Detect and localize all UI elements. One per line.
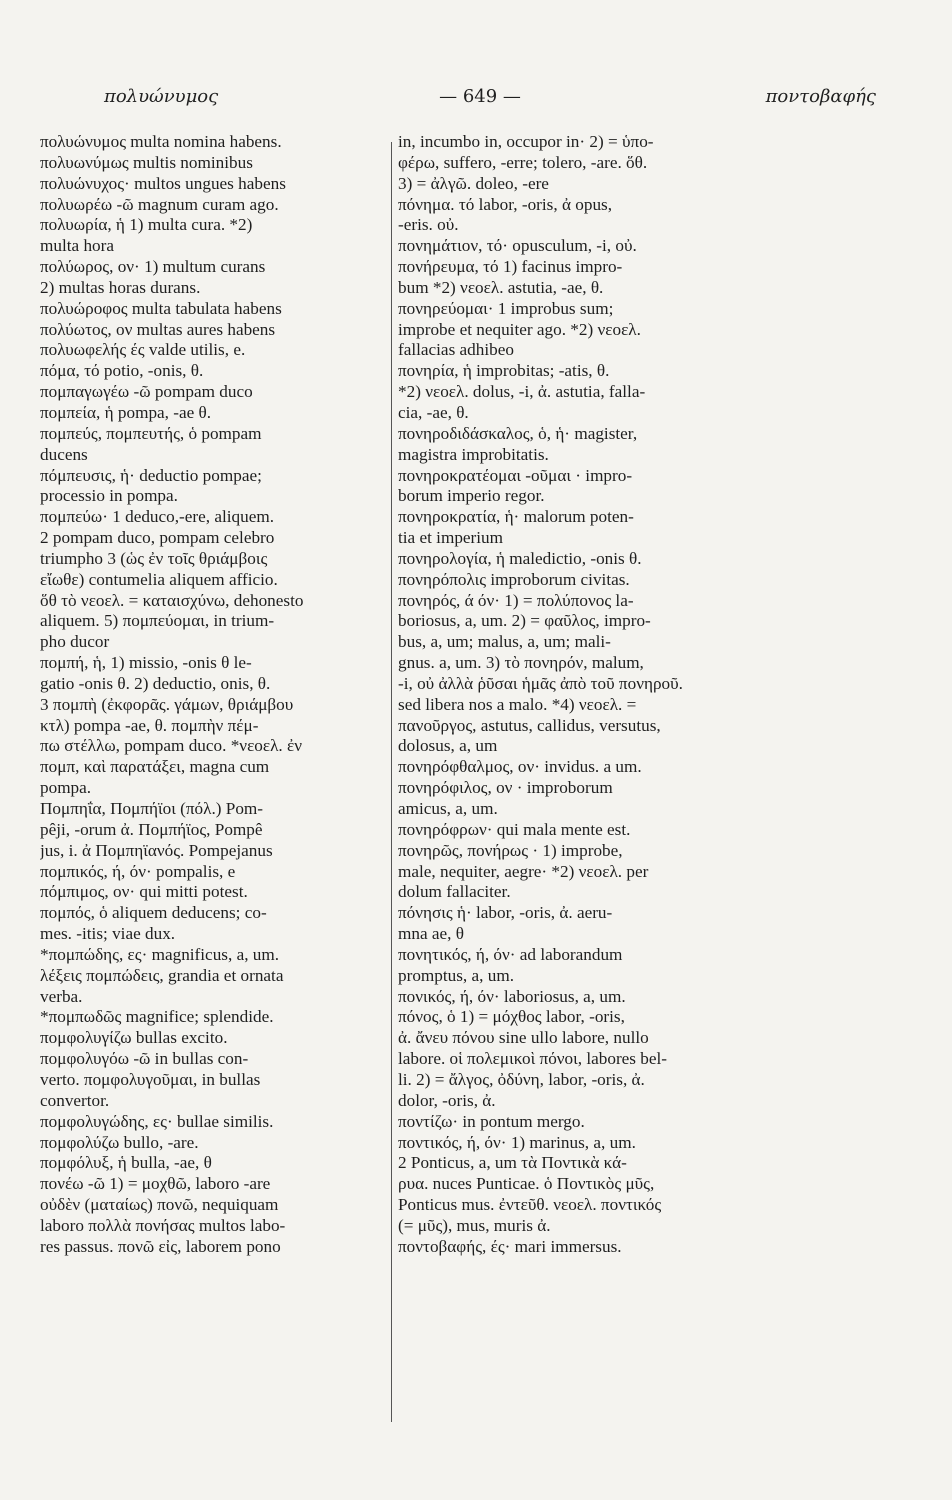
dictionary-line: πονηρόφθαλμος, ον· invidus. a um. (398, 757, 642, 777)
dictionary-line: πονηροκρατέομαι -οῦμαι · impro- (398, 465, 633, 485)
dictionary-line: magistra improbitatis. (398, 444, 549, 464)
dictionary-line: verba. (40, 986, 83, 1006)
dictionary-line: tia et imperium (398, 528, 504, 548)
dictionary-line: πολυώνυχος· multos ungues habens (40, 173, 286, 193)
dictionary-line: 3 πομπὴ (ἐκφορᾶς. γάμων, θριάμβου (40, 694, 294, 714)
dictionary-line: πόνησις ἡ· labor, -oris, ἀ. aeru- (398, 903, 613, 923)
dictionary-line: πονηρός, ά όν· 1) = πολύπονος la- (398, 590, 634, 610)
dictionary-line: 2 Ponticus, a, um τὰ Ποντικὰ κά- (398, 1153, 627, 1173)
dictionary-line: gatio -onis θ. 2) deductio, onis, θ. (40, 673, 271, 693)
dictionary-line: πονηροκρατία, ἡ· malorum poten- (398, 507, 634, 527)
dictionary-line: πονηρεύομαι· 1 improbus sum; (398, 298, 614, 318)
dictionary-line: πονέω -ῶ 1) = μοχθῶ, laboro -are (40, 1174, 271, 1194)
dictionary-line: πονηρόφιλος, ον · improborum (398, 778, 613, 798)
dictionary-line: dolosus, a, um (398, 736, 498, 756)
dictionary-line: *πομπώδης, ες· magnificus, a, um. (40, 944, 280, 964)
header-right-word: ποντοβαφής (765, 86, 876, 107)
dictionary-line: πομπικός, ή, όν· pompalis, e (40, 861, 236, 881)
dictionary-line: πομφόλυξ, ἡ bulla, -ae, θ (40, 1153, 212, 1173)
dictionary-line: verto. πομφολυγοῦμαι, in bullas (40, 1069, 261, 1089)
dictionary-line: labore. οἱ πολεμικοὶ πόνοι, labores bel- (398, 1049, 668, 1069)
dictionary-line: πολυωρέω -ῶ magnum curam ago. (40, 194, 279, 214)
dictionary-line: improbe et nequiter ago. *2) νεοελ. (398, 319, 641, 339)
dictionary-line: 2) multas horas durans. (40, 277, 201, 297)
dictionary-line: pêji, -orum ἀ. Πομπήϊος, Pompê (40, 819, 263, 839)
dictionary-line: πονηροδιδάσκαλος, ὁ, ἡ· magister, (398, 423, 638, 443)
dictionary-line: pho ducor (40, 632, 110, 652)
dictionary-line: πονήρευμα, τό 1) facinus impro- (398, 257, 623, 277)
dictionary-line: οὐδὲν (ματαίως) πονῶ, nequiquam (40, 1195, 279, 1215)
dictionary-line: mna ae, θ (398, 924, 464, 944)
dictionary-line: πόνημα. τό labor, -oris, ἀ opus, (398, 194, 613, 214)
dictionary-line: πονηρολογία, ἡ maledictio, -onis θ. (398, 548, 642, 568)
dictionary-line: -eris. οὐ. (398, 215, 459, 235)
dictionary-line: convertor. (40, 1090, 110, 1110)
dictionary-line: πόμα, τό potio, -onis, θ. (40, 361, 204, 381)
dictionary-line: -i, οὐ ἀλλὰ ῥῦσαι ἡμᾶς ἀπὸ τοῦ πονηροῦ. (398, 673, 683, 693)
dictionary-line: πονητικός, ή, όν· ad laborandum (398, 944, 623, 964)
dictionary-line: πονηρόφρων· qui mala mente est. (398, 819, 631, 839)
left-column (40, 132, 390, 1258)
dictionary-line: πομπός, ὁ aliquem deducens; co- (40, 903, 267, 923)
dictionary-line: πολυώνυμος multa nomina habens. (40, 132, 282, 151)
dictionary-line: πομπεία, ἡ pompa, -ae θ. (40, 402, 212, 422)
dictionary-line: πονικός, ή, όν· laboriosus, a, um. (398, 986, 626, 1006)
dictionary-line: boriosus, a, um. 2) = φαῦλος, impro- (398, 611, 651, 631)
column-divider (391, 142, 392, 1422)
dictionary-line: πομπεύς, πομπευτής, ὁ pompam (40, 423, 262, 443)
dictionary-line: πολύωρος, ον· 1) multum curans (40, 257, 266, 277)
dictionary-line: πομπ, καὶ παρατάξει, magna cum (40, 757, 270, 777)
dictionary-line: bus, a, um; malus, a, um; mali- (398, 632, 611, 652)
dictionary-line: (= μῦς), mus, muris ἀ. (398, 1215, 551, 1235)
dictionary-line: male, nequiter, aegre· *2) νεοελ. per (398, 861, 649, 881)
dictionary-line: ποντικός, ή, όν· 1) marinus, a, um. (398, 1132, 636, 1152)
dictionary-line: ποντίζω· in pontum mergo. (398, 1111, 585, 1131)
dictionary-line: πομφολύζω bullo, -are. (40, 1132, 199, 1152)
dictionary-line: πόμπιμος, ον· qui mitti potest. (40, 882, 248, 902)
dictionary-line: mes. -itis; viae dux. (40, 924, 176, 944)
dictionary-line: λέξεις πομπώδεις, grandia et ornata (40, 965, 284, 985)
dictionary-line: πομπεύω· 1 deduco,-ere, aliquem. (40, 507, 275, 527)
dictionary-line: Ponticus mus. ἐντεῦθ. νεοελ. ποντικός (398, 1195, 662, 1215)
dictionary-line: pompa. (40, 778, 92, 798)
dictionary-line: 3) = ἀλγῶ. doleo, -ere (398, 173, 549, 193)
dictionary-line: πομφολυγώδης, ες· bullae similis. (40, 1111, 274, 1131)
dictionary-line: *2) νεοελ. dolus, -i, ἀ. astutia, falla- (398, 382, 646, 402)
page-number: — 649 — (439, 86, 521, 107)
dictionary-line: *πομπωδῶς magnifice; splendide. (40, 1007, 274, 1027)
dictionary-line: πομπαγωγέω -ῶ pompam duco (40, 382, 253, 402)
dictionary-line: πόνος, ὁ 1) = μόχθος labor, -oris, (398, 1007, 625, 1027)
dictionary-line: ρυα. nuces Punticae. ὁ Ποντικὸς μῦς, (398, 1174, 655, 1194)
dictionary-line: ποντοβαφής, ές· mari immersus. (398, 1236, 622, 1256)
dictionary-line: sed libera nos a malo. *4) νεοελ. = (398, 694, 637, 714)
dictionary-line: πονηρόπολις improborum civitas. (398, 569, 630, 589)
dictionary-line: πονηρῶς, πονήρως · 1) improbe, (398, 840, 623, 860)
dictionary-line: li. 2) = ἄλγος, ὀδύνη, labor, -oris, ἀ. (398, 1069, 645, 1089)
dictionary-line: εἴωθε) contumelia aliquem afficio. (40, 569, 278, 589)
dictionary-line: πανοῦργος, astutus, callidus, versutus, (398, 715, 661, 735)
dictionary-line: laboro πολλὰ πονήσας multos labo- (40, 1215, 286, 1235)
dictionary-line: πολυώροφος multa tabulata habens (40, 298, 282, 318)
dictionary-line: πονημάτιον, τό· opusculum, -i, οὐ. (398, 236, 637, 256)
right-column (398, 132, 818, 1258)
dictionary-line: 2 pompam duco, pompam celebro (40, 528, 275, 548)
dictionary-line: dolor, -oris, ἀ. (398, 1090, 496, 1110)
dictionary-line: κτλ) pompa -ae, θ. πομπὴν πέμ- (40, 715, 259, 735)
dictionary-line: fallacias adhibeo (398, 340, 514, 360)
dictionary-line: cia, -ae, θ. (398, 402, 469, 422)
dictionary-line: res passus. πονῶ εἰς, laborem pono (40, 1236, 281, 1256)
dictionary-line: πολυωρία, ἡ 1) multa cura. *2) (40, 215, 253, 235)
dictionary-line: πομφολυγόω -ῶ in bullas con- (40, 1049, 249, 1069)
dictionary-line: φέρω, suffero, -erre; tolero, -are. ὅθ. (398, 152, 648, 172)
dictionary-line: triumpho 3 (ὡς ἐν τοῖς θριάμβοις (40, 548, 268, 568)
dictionary-line: ὅθ τὸ νεοελ. = καταισχύνω, dehonesto (40, 590, 304, 610)
dictionary-line: aliquem. 5) πομπεύομαι, in trium- (40, 611, 275, 631)
dictionary-line: processio in pompa. (40, 486, 178, 506)
running-header (80, 86, 880, 112)
dictionary-line: πολυωνύμως multis nominibus (40, 152, 253, 172)
dictionary-line: πονηρία, ἡ improbitas; -atis, θ. (398, 361, 610, 381)
dictionary-line: πομφολυγίζω bullas excito. (40, 1028, 228, 1048)
dictionary-line: promptus, a, um. (398, 965, 515, 985)
dictionary-line: ἀ. ἄνευ πόνου sine ullo labore, nullo (398, 1028, 649, 1048)
dictionary-line: borum imperio regor. (398, 486, 545, 506)
dictionary-line: πόμπευσις, ἡ· deductio pompae; (40, 465, 262, 485)
dictionary-line: πολύωτος, ον multas aures habens (40, 319, 276, 339)
dictionary-line: jus, i. ἀ Πομπηϊανός. Pompejanus (40, 840, 273, 860)
dictionary-line: Πομπηΐα, Πομπήϊοι (πόλ.) Pom- (40, 799, 264, 818)
header-left-word: πολυώνυμος (104, 86, 219, 107)
dictionary-line: πω στέλλω, pompam duco. *νεοελ. ἐν (40, 736, 303, 756)
dictionary-line: amicus, a, um. (398, 799, 498, 818)
dictionary-line: in, incumbo in, occupor in· 2) = ὑπο- (398, 132, 654, 151)
dictionary-line: gnus. a, um. 3) τὸ πονηρόν, malum, (398, 653, 644, 673)
dictionary-line: πομπή, ἡ, 1) missio, -onis θ le- (40, 653, 252, 673)
dictionary-line: ducens (40, 444, 88, 464)
dictionary-line: πολυωφελής ές valde utilis, e. (40, 340, 246, 360)
dictionary-line: dolum fallaciter. (398, 882, 511, 902)
dictionary-line: multa hora (40, 236, 114, 256)
dictionary-line: bum *2) νεοελ. astutia, -ae, θ. (398, 277, 604, 297)
